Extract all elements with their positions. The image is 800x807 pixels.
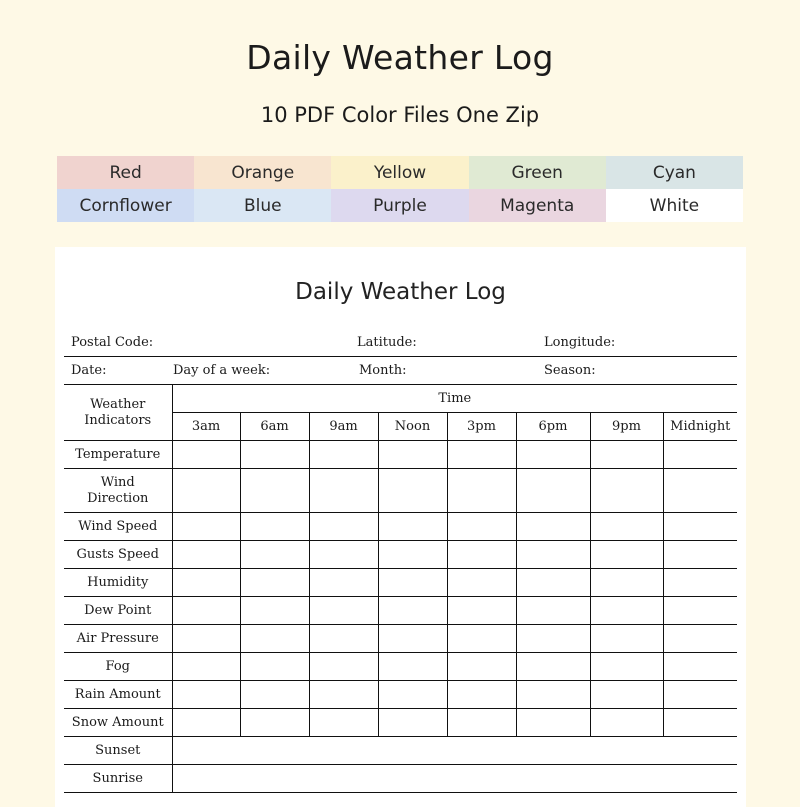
swatch-magenta: Magenta xyxy=(469,189,606,222)
table-row xyxy=(64,541,737,569)
entry-cell[interactable] xyxy=(590,709,663,737)
entry-cell[interactable] xyxy=(240,653,309,681)
table-row xyxy=(64,513,737,541)
page-title: Daily Weather Log xyxy=(246,38,554,77)
entry-cell[interactable] xyxy=(663,681,737,709)
swatch-blue: Blue xyxy=(194,189,331,222)
entry-cell[interactable] xyxy=(309,653,378,681)
season-label: Season: xyxy=(544,363,596,378)
entry-cell[interactable] xyxy=(447,513,516,541)
table-row xyxy=(64,709,737,737)
entry-cell[interactable] xyxy=(663,709,737,737)
time-column-9am: 9am xyxy=(309,413,378,441)
entry-cell[interactable] xyxy=(447,681,516,709)
indicator-label: Wind Direction xyxy=(64,469,172,513)
entry-cell[interactable] xyxy=(516,653,590,681)
page-subtitle: 10 PDF Color Files One Zip xyxy=(260,103,540,127)
time-column-midnight: Midnight xyxy=(663,413,737,441)
swatch-orange: Orange xyxy=(194,156,331,189)
entry-cell[interactable] xyxy=(447,441,516,469)
entry-cell[interactable] xyxy=(309,597,378,625)
entry-cell[interactable] xyxy=(240,569,309,597)
entry-cell[interactable] xyxy=(309,625,378,653)
time-column-noon: Noon xyxy=(378,413,447,441)
entry-cell[interactable] xyxy=(172,441,240,469)
entry-cell[interactable] xyxy=(516,441,590,469)
table-row xyxy=(64,681,737,709)
entry-cell[interactable] xyxy=(309,513,378,541)
entry-cell[interactable] xyxy=(309,441,378,469)
summary-entry-cell[interactable] xyxy=(172,737,737,765)
entry-cell[interactable] xyxy=(240,597,309,625)
entry-cell[interactable] xyxy=(516,541,590,569)
time-column-3pm: 3pm xyxy=(447,413,516,441)
entry-cell[interactable] xyxy=(663,513,737,541)
entry-cell[interactable] xyxy=(309,469,378,513)
time-column-6pm: 6pm xyxy=(516,413,590,441)
entry-cell[interactable] xyxy=(378,625,447,653)
entry-cell[interactable] xyxy=(590,541,663,569)
entry-cell[interactable] xyxy=(378,597,447,625)
longitude-label: Longitude: xyxy=(544,335,616,350)
sheet-title: Daily Weather Log xyxy=(295,279,506,305)
entry-cell[interactable] xyxy=(378,541,447,569)
entry-cell[interactable] xyxy=(172,541,240,569)
entry-cell[interactable] xyxy=(663,597,737,625)
indicator-label: Dew Point xyxy=(64,597,172,625)
indicator-label: Rain Amount xyxy=(64,681,172,709)
entry-cell[interactable] xyxy=(309,681,378,709)
entry-cell[interactable] xyxy=(590,513,663,541)
summary-label: Sunset xyxy=(64,737,172,765)
entry-cell[interactable] xyxy=(172,709,240,737)
entry-cell[interactable] xyxy=(447,569,516,597)
entry-cell[interactable] xyxy=(516,513,590,541)
swatch-cornflower: Cornflower xyxy=(57,189,194,222)
swatch-purple: Purple xyxy=(331,189,468,222)
entry-cell[interactable] xyxy=(447,709,516,737)
indicator-label: Fog xyxy=(64,653,172,681)
entry-cell[interactable] xyxy=(516,681,590,709)
entry-cell[interactable] xyxy=(378,469,447,513)
swatch-yellow: Yellow xyxy=(331,156,468,189)
summary-label: Sunrise xyxy=(64,765,172,793)
postal-code-rule xyxy=(64,356,737,357)
entry-cell[interactable] xyxy=(516,569,590,597)
table-row xyxy=(64,441,737,469)
table-row xyxy=(64,737,737,765)
indicator-label: Temperature xyxy=(64,441,172,469)
entry-cell[interactable] xyxy=(309,569,378,597)
entry-cell[interactable] xyxy=(172,625,240,653)
entry-cell[interactable] xyxy=(590,441,663,469)
weather-log-table xyxy=(64,384,737,793)
indicator-label: Snow Amount xyxy=(64,709,172,737)
entry-cell[interactable] xyxy=(590,625,663,653)
swatch-green: Green xyxy=(469,156,606,189)
date-label: Date: xyxy=(71,363,107,378)
entry-cell[interactable] xyxy=(172,681,240,709)
indicator-label: Air Pressure xyxy=(64,625,172,653)
color-swatch-grid xyxy=(57,156,743,222)
entry-cell[interactable] xyxy=(447,597,516,625)
entry-cell[interactable] xyxy=(516,625,590,653)
entry-cell[interactable] xyxy=(172,569,240,597)
month-label: Month: xyxy=(359,363,407,378)
entry-cell[interactable] xyxy=(590,569,663,597)
indicator-label: Wind Speed xyxy=(64,513,172,541)
entry-cell[interactable] xyxy=(516,597,590,625)
day-of-week-label: Day of a week: xyxy=(173,363,271,378)
entry-cell[interactable] xyxy=(378,653,447,681)
entry-cell[interactable] xyxy=(447,653,516,681)
entry-cell[interactable] xyxy=(240,625,309,653)
entry-cell[interactable] xyxy=(590,681,663,709)
entry-cell[interactable] xyxy=(378,441,447,469)
entry-cell[interactable] xyxy=(378,681,447,709)
entry-cell[interactable] xyxy=(378,709,447,737)
entry-cell[interactable] xyxy=(240,441,309,469)
entry-cell[interactable] xyxy=(447,625,516,653)
entry-cell[interactable] xyxy=(447,469,516,513)
entry-cell[interactable] xyxy=(447,541,516,569)
entry-cell[interactable] xyxy=(516,709,590,737)
entry-cell[interactable] xyxy=(663,441,737,469)
time-column-6am: 6am xyxy=(240,413,309,441)
time-header: Time xyxy=(172,385,737,413)
entry-cell[interactable] xyxy=(172,597,240,625)
entry-cell[interactable] xyxy=(378,569,447,597)
table-row xyxy=(64,469,737,513)
entry-cell[interactable] xyxy=(309,541,378,569)
table-row xyxy=(64,569,737,597)
indicators-header: Weather Indicators xyxy=(64,385,172,441)
entry-cell[interactable] xyxy=(240,709,309,737)
time-column-9pm: 9pm xyxy=(590,413,663,441)
indicator-label: Humidity xyxy=(64,569,172,597)
entry-cell[interactable] xyxy=(590,653,663,681)
entry-cell[interactable] xyxy=(309,709,378,737)
summary-entry-cell[interactable] xyxy=(172,765,737,793)
entry-cell[interactable] xyxy=(172,513,240,541)
entry-cell[interactable] xyxy=(516,469,590,513)
entry-cell[interactable] xyxy=(172,653,240,681)
indicator-label: Gusts Speed xyxy=(64,541,172,569)
table-row xyxy=(64,625,737,653)
swatch-red: Red xyxy=(57,156,194,189)
time-column-3am: 3am xyxy=(172,413,240,441)
entry-cell[interactable] xyxy=(590,469,663,513)
table-row xyxy=(64,597,737,625)
table-row xyxy=(64,653,737,681)
entry-cell[interactable] xyxy=(240,513,309,541)
entry-cell[interactable] xyxy=(663,469,737,513)
entry-cell[interactable] xyxy=(240,541,309,569)
swatch-cyan: Cyan xyxy=(606,156,743,189)
entry-cell[interactable] xyxy=(378,513,447,541)
entry-cell[interactable] xyxy=(663,625,737,653)
entry-cell[interactable] xyxy=(663,653,737,681)
postal-code-label: Postal Code: xyxy=(71,335,154,350)
entry-cell[interactable] xyxy=(240,681,309,709)
table-row xyxy=(64,765,737,793)
entry-cell[interactable] xyxy=(590,597,663,625)
latitude-label: Latitude: xyxy=(357,335,417,350)
entry-cell[interactable] xyxy=(240,469,309,513)
entry-cell[interactable] xyxy=(172,469,240,513)
swatch-white: White xyxy=(606,189,743,222)
entry-cell[interactable] xyxy=(663,569,737,597)
entry-cell[interactable] xyxy=(663,541,737,569)
